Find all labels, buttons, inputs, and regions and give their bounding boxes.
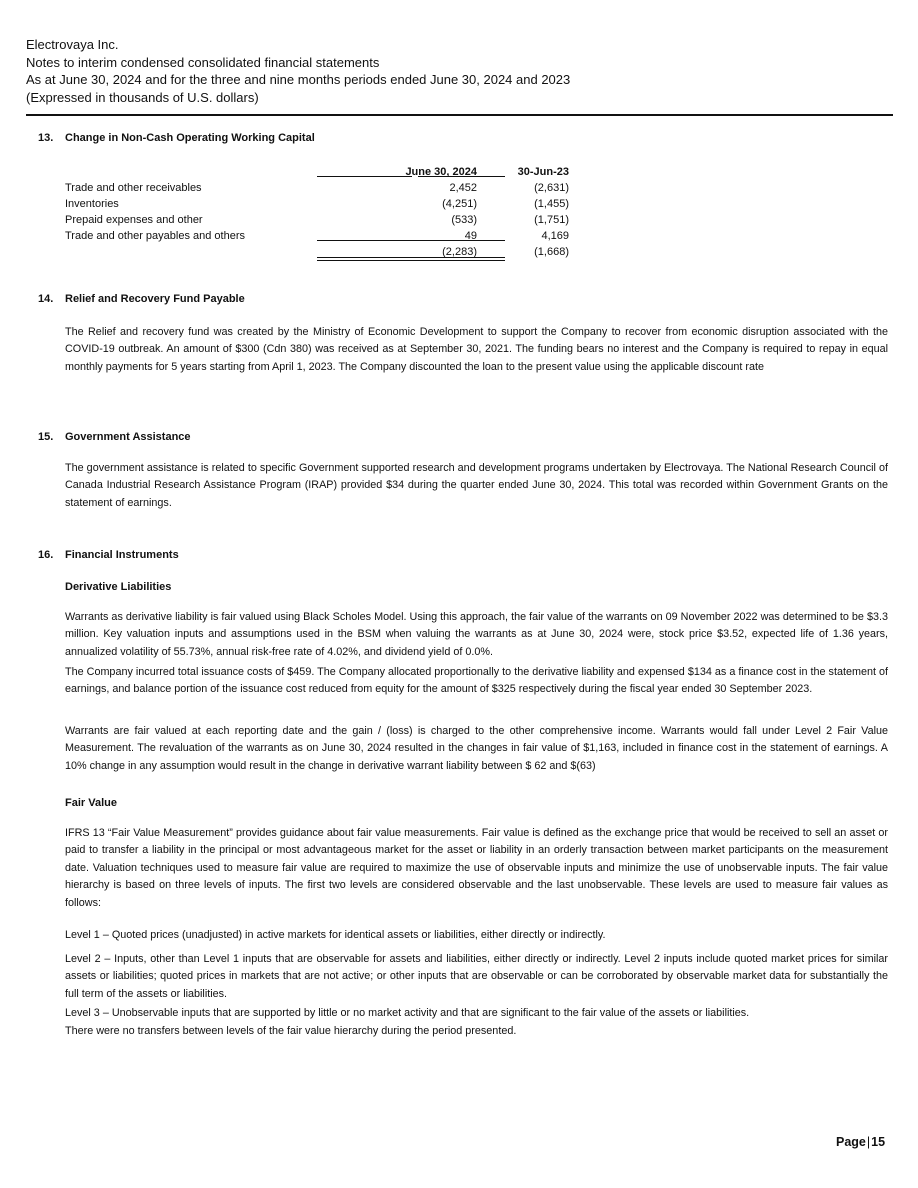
table-row xyxy=(65,228,570,244)
section-15-number: 15. xyxy=(38,431,54,443)
page-number: 15 xyxy=(871,1135,886,1149)
currency-note: (Expressed in thousands of U.S. dollars) xyxy=(26,89,259,105)
level-3-text: Level 3 – Unobservable inputs that are supported by little or no market activity and that are significant to the fair value of the assets or liabilities. xyxy=(65,1007,750,1019)
total-rule xyxy=(317,240,505,241)
section-16-heading xyxy=(38,548,179,562)
row-value-2023: (2,631) xyxy=(534,182,569,194)
section-15-heading xyxy=(38,430,191,444)
row-value-2024: (4,251) xyxy=(442,198,477,210)
no-transfers-text: There were no transfers between levels of the fair value hierarchy during the period presented. xyxy=(65,1025,517,1037)
column-header-underline xyxy=(317,176,412,177)
row-label: Trade and other payables and others xyxy=(65,230,245,242)
table-row xyxy=(65,196,570,212)
page-label: Page xyxy=(836,1135,866,1149)
section-15-title: Government Assistance xyxy=(65,431,191,443)
row-value-2023: (1,455) xyxy=(534,198,569,210)
derivative-liabilities-heading: Derivative Liabilities xyxy=(65,581,172,593)
issuance-costs-paragraph: The Company incurred total issuance costs of $459. The Company allocated proportionally to the derivative liability and expensed $134 as a finance cost in the statement of earnings, and balance portion of the issuance cost reduced from equity for the amount of $325 respectively during the fiscal year ended 30 September 2023. xyxy=(65,666,888,696)
section-16-number: 16. xyxy=(38,549,54,561)
column-header-june-2024: June 30, 2024 xyxy=(405,166,477,178)
table-row xyxy=(65,212,570,228)
ifrs13-paragraph: IFRS 13 “Fair Value Measurement” provides guidance about fair value measurements. Fair value is defined as the exchange price that would be received to sell an asset or paid to transfer a liability in the principal or most advantageous market for the asset or liability in an orderly transaction between market participants on the measurement date. Valuation techniques used to measure fair value are required to maximize the use of observable inputs and minimize the use of unobservable inputs. The fair value hierarchy is based on three levels of inputs. The first two levels are considered observable and the last unobservable. These levels are used to measure fair values as follows: xyxy=(65,827,888,909)
section-13-heading xyxy=(38,131,315,145)
document-subtitle: Notes to interim condensed consolidated financial statements xyxy=(26,54,380,70)
section-13-title: Change in Non-Cash Operating Working Capital xyxy=(65,132,315,144)
warrants-valuation-paragraph: Warrants as derivative liability is fair valued using Black Scholes Model. Using this approach, the fair value of the warrants on 09 November 2022 was determined to be $3.3 million. Key valuation inputs and assumptions used in the BSM when valuing the warrants as at June 30, 2024 were, stock price $3.52, expected life of 1.36 years, annualized volatility of 55.73%, annual risk-free rate of 4.02%, and dividend yield of 0.0%. xyxy=(65,611,888,658)
row-label: Trade and other receivables xyxy=(65,182,202,194)
level-1-text: Level 1 – Quoted prices (unadjusted) in active markets for identical assets or liabilities, either directly or indirectly. xyxy=(65,929,606,941)
row-label: Prepaid expenses and other xyxy=(65,214,203,226)
level-2-text: Level 2 – Inputs, other than Level 1 inputs that are observable for assets and liabilities, either directly or indirectly. Level 2 inputs include quoted market prices for similar assets or liabilities; quoted prices in markets that are not active; or other inputs that are observable or can be corroborated by observable market data for substantially the full term of the assets or liabilities. xyxy=(65,953,888,1000)
table-row xyxy=(65,180,570,196)
page-separator: | xyxy=(866,1135,871,1149)
double-underline xyxy=(317,257,505,258)
company-name: Electrovaya Inc. xyxy=(26,37,119,52)
warrants-fair-value-paragraph: Warrants are fair valued at each reporting date and the gain / (loss) is charged to the other comprehensive income. Warrants would fall under Level 2 Fair Value Measurement. The revaluation of the warrants as on June 30, 2024 resulted in the changes in fair value of $1,163, included in finance cost in the statement of earnings. A 10% change in any assumption would result in the change in derivative warrant liability between $ 62 and $(63) xyxy=(65,725,888,772)
total-value-2023: (1,668) xyxy=(534,246,569,258)
row-value-2024: (533) xyxy=(451,214,477,226)
reporting-period: As at June 30, 2024 and for the three and nine months periods ended June 30, 2024 and 2023 xyxy=(26,72,571,87)
section-14-number: 14. xyxy=(38,293,54,305)
column-header-underline xyxy=(418,176,505,177)
double-underline xyxy=(317,260,505,261)
row-value-2023: (1,751) xyxy=(534,214,569,226)
page-header xyxy=(26,36,892,106)
column-header-june-2023: 30-Jun-23 xyxy=(517,166,569,178)
section-14-title: Relief and Recovery Fund Payable xyxy=(65,293,245,305)
header-divider xyxy=(26,114,893,116)
section-14-heading xyxy=(38,292,245,306)
section-16-title: Financial Instruments xyxy=(65,549,179,561)
relief-fund-paragraph: The Relief and recovery fund was created by the Ministry of Economic Development to support the Company to recover from economic disruption associated with the COVID-19 outbreak. An amount of $300 (Cdn 380) was received as at September 30, 2021. The funding bears no interest and the Company is required to repay in equal monthly payments for 5 years starting from April 1, 2023. The Company discounted the loan to the present value using the applicable discount rate xyxy=(65,326,888,373)
row-value-2024: 2,452 xyxy=(449,182,477,194)
table-header-row xyxy=(65,164,570,180)
row-value-2023: 4,169 xyxy=(541,230,569,242)
total-value-2024: (2,283) xyxy=(442,246,477,258)
page-number-footer xyxy=(836,1135,885,1149)
fair-value-heading: Fair Value xyxy=(65,797,117,809)
government-assistance-paragraph: The government assistance is related to specific Government supported research and development programs undertaken by Electrovaya. The National Research Council of Canada Industrial Research Assistance Program (IRAP) provided $34 during the quarter ended June 30, 2024. This total was recorded within Government Grants on the statement of earnings. xyxy=(65,462,888,509)
row-value-2024: 49 xyxy=(464,230,477,242)
working-capital-table xyxy=(65,164,570,260)
row-label: Inventories xyxy=(65,198,119,210)
section-13-number: 13. xyxy=(38,132,54,144)
